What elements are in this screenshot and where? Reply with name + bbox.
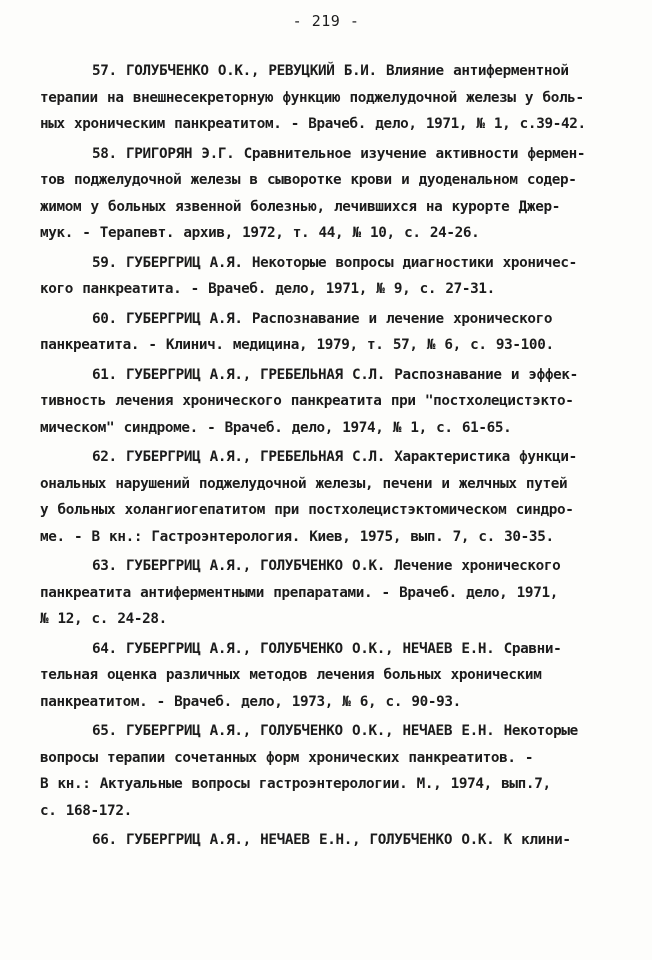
reference-line: тов поджелудочной железы в сыворотке крови и дуоденальном содер- xyxy=(40,172,577,188)
reference-line: В кн.: Актуальные вопросы гастроэнтерологии. М., 1974, вып.7, xyxy=(40,776,551,792)
reference-line: 61. ГУБЕРГРИЦ А.Я., ГРЕБЕЛЬНАЯ С.Л. Распознавание и эффек- xyxy=(92,366,578,383)
reference-line: 66. ГУБЕРГРИЦ А.Я., НЕЧАЕВ Е.Н., ГОЛУБЧЕНКО О.К. К клини- xyxy=(92,832,571,848)
reference-line: кого панкреатита. - Врачеб. дело, 1971, № 9, с. 27-31. xyxy=(40,281,495,297)
reference-line: мическом" синдроме. - Врачеб. дело, 1974, № 1, с. 61-65. xyxy=(40,419,512,436)
reference-line: 57. ГОЛУБЧЕНКО О.К., РЕВУЦКИЙ Б.И. Влияние антиферментной xyxy=(92,63,569,79)
reference-item xyxy=(40,58,612,138)
reference-line: ональных нарушений поджелудочной железы, печени и желчных путей xyxy=(40,475,568,492)
reference-line: тельная оценка различных методов лечения больных хроническим xyxy=(40,667,542,683)
reference-line: мук. - Терапевт. архив, 1972, т. 44, № 10, с. 24-26. xyxy=(40,225,480,241)
reference-item xyxy=(40,250,612,303)
reference-item xyxy=(40,306,612,359)
reference-line: 59. ГУБЕРГРИЦ А.Я. Некоторые вопросы диагностики хроничес- xyxy=(92,254,577,271)
reference-line: 62. ГУБЕРГРИЦ А.Я., ГРЕБЕЛЬНАЯ С.Л. Характеристика функци- xyxy=(92,449,577,465)
reference-line: ме. - В кн.: Гастроэнтерология. Киев, 1975, вып. 7, с. 30-35. xyxy=(40,528,554,545)
reference-item xyxy=(40,444,612,550)
reference-line: 60. ГУБЕРГРИЦ А.Я. Распознавание и лечение хронического xyxy=(92,310,553,327)
reference-line: тивность лечения хронического панкреатита при "постхолецистэкто- xyxy=(40,393,574,409)
reference-item xyxy=(40,827,612,854)
reference-line: терапии на внешнесекреторную функцию поджелудочной железы у боль- xyxy=(40,89,584,106)
reference-item xyxy=(40,636,612,716)
reference-line: 64. ГУБЕРГРИЦ А.Я., ГОЛУБЧЕНКО О.К., НЕЧАЕВ Е.Н. Сравни- xyxy=(92,640,562,657)
reference-item xyxy=(40,553,612,633)
page-number: - 219 - xyxy=(292,12,360,30)
reference-line: панкреатитом. - Врачеб. дело, 1973, № 6, с. 90-93. xyxy=(40,693,461,710)
reference-line: с. 168-172. xyxy=(40,802,132,819)
reference-item xyxy=(40,718,612,824)
reference-line: панкреатита. - Клинич. медицина, 1979, т. 57, № 6, с. 93-100. xyxy=(40,337,554,353)
reference-line: 65. ГУБЕРГРИЦ А.Я., ГОЛУБЧЕНКО О.К., НЕЧАЕВ Е.Н. Некоторые xyxy=(92,723,578,739)
reference-line: ных хроническим панкреатитом. - Врачеб. дело, 1971, № 1, с.39-42. xyxy=(40,116,586,132)
reference-item xyxy=(40,362,612,442)
reference-line: 63. ГУБЕРГРИЦ А.Я., ГОЛУБЧЕНКО О.К. Лечение хронического xyxy=(92,558,561,574)
reference-list xyxy=(40,58,612,857)
reference-line: вопросы терапии сочетанных форм хронических панкреатитов. - xyxy=(40,749,534,766)
reference-line: № 12, с. 24-28. xyxy=(40,611,167,627)
reference-line: панкреатита антиферментными препаратами. - Врачеб. дело, 1971, xyxy=(40,584,558,601)
reference-item xyxy=(40,141,612,247)
reference-line: у больных холангиогепатитом при постхолецистэктомическом синдро- xyxy=(40,502,574,518)
reference-line: 58. ГРИГОРЯН Э.Г. Сравнительное изучение активности фермен- xyxy=(92,145,586,162)
reference-line: жимом у больных язвенной болезнью, лечившихся на курорте Джер- xyxy=(40,198,560,215)
